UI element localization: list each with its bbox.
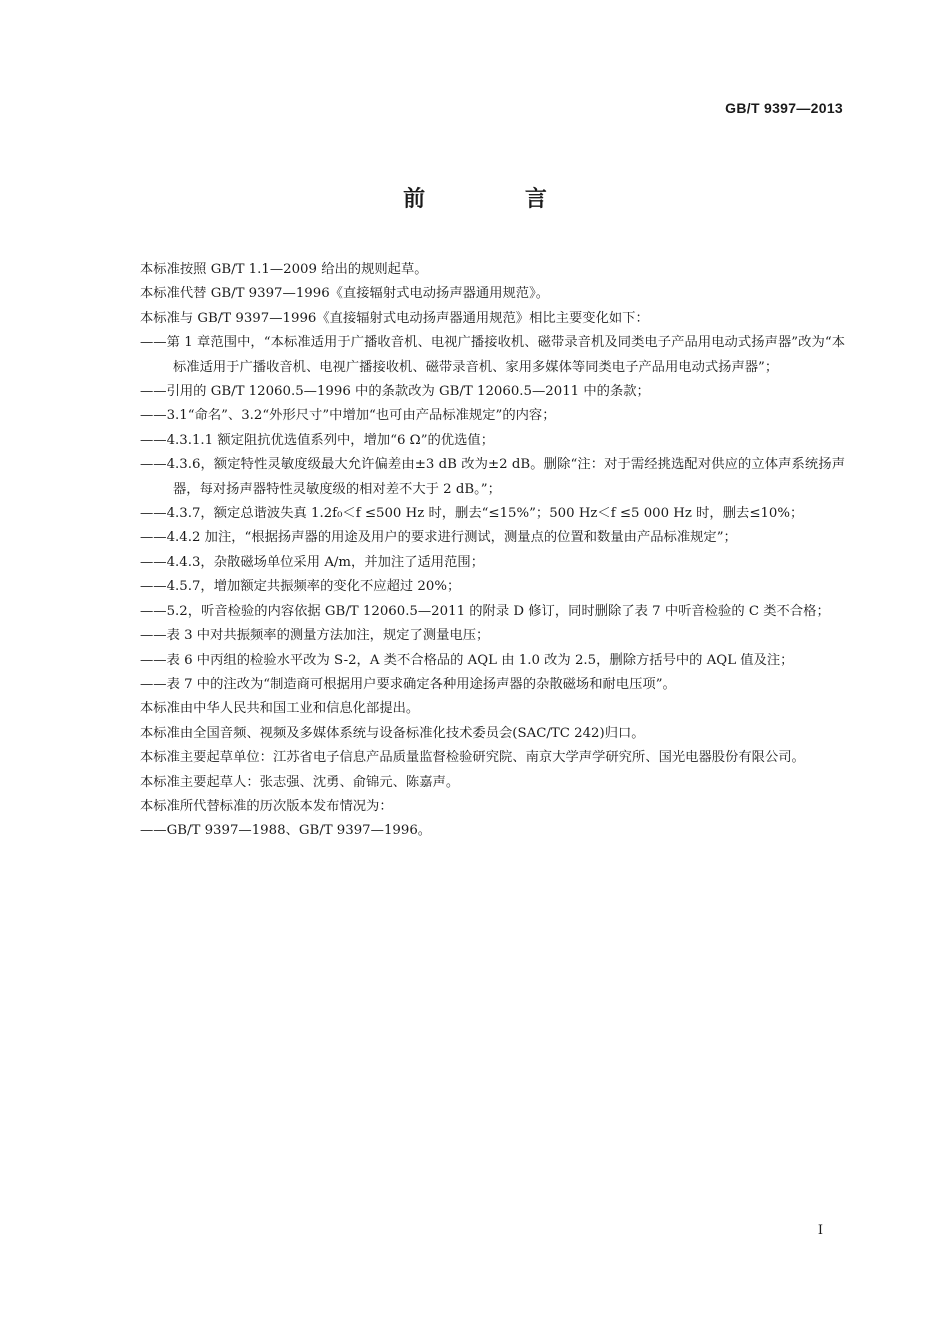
foreword-body bbox=[107, 258, 845, 844]
page-title: 前 言 bbox=[403, 187, 593, 212]
paragraph-proposer: 本标准由中华人民共和国工业和信息化部提出。 bbox=[140, 701, 420, 717]
paragraph-history-intro: 本标准所代替标准的历次版本发布情况为： bbox=[140, 798, 393, 814]
change-item: ——引用的 GB/T 12060.5—1996 中的条款改为 GB/T 12060.5—2011 中的条款； bbox=[140, 384, 650, 400]
standard-code: GB/T 9397—2013 bbox=[725, 100, 843, 116]
change-item: ——4.4.3，杂散磁场单位采用 A/m，并加注了适用范围； bbox=[140, 554, 484, 570]
change-item: ——表 3 中对共振频率的测量方法加注，规定了测量电压； bbox=[140, 628, 490, 644]
page-number: I bbox=[817, 1223, 823, 1238]
change-item: ——表 7 中的注改为“制造商可根据用户要求确定各种用途扬声器的杂散磁场和耐电压项”。 bbox=[140, 676, 676, 692]
change-item: ——5.2，听音检验的内容依据 GB/T 12060.5—2011 的附录 D 修订，同时删除了表 7 中听音检验的 C 类不合格； bbox=[140, 603, 830, 619]
paragraph-replaces: 本标准代替 GB/T 9397—1996《直接辐射式电动扬声器通用规范》。 bbox=[140, 286, 550, 302]
history-item: ——GB/T 9397—1988、GB/T 9397—1996。 bbox=[140, 823, 432, 839]
change-item: ——3.1“命名”、3.2“外形尺寸”中增加“也可由产品标准规定”的内容； bbox=[140, 408, 556, 424]
paragraph-drafting-rules: 本标准按照 GB/T 1.1—2009 给出的规则起草。 bbox=[140, 262, 428, 277]
change-item: ——4.5.7，增加额定共振频率的变化不应超过 20%； bbox=[140, 579, 461, 595]
paragraph-drafters: 本标准主要起草人：张志强、沈勇、俞锦元、陈嘉声。 bbox=[140, 774, 460, 790]
change-item: ——第 1 章范围中，“本标准适用于广播收音机、电视广播接收机、磁带录音机及同类电子产品用电动式扬声器”改为“本标准适用于广播收音机、电视广播接收机、磁带录音机、家用多媒体等同类电子产品用电动式扬声器”； bbox=[140, 335, 845, 375]
paragraph-committee: 本标准由全国音频、视频及多媒体系统与设备标准化技术委员会(SAC/TC 242)归口。 bbox=[140, 725, 645, 741]
paragraph-main-changes: 本标准与 GB/T 9397—1996《直接辐射式电动扬声器通用规范》相比主要变化如下： bbox=[140, 310, 649, 326]
change-item: ——表 6 中丙组的检验水平改为 S-2，A 类不合格品的 AQL 由 1.0 改为 2.5，删除方括号中的 AQL 值及注； bbox=[140, 652, 794, 668]
change-item: ——4.3.6，额定特性灵敏度级最大允许偏差由±3 dB 改为±2 dB。删除“注：对于需经挑选配对供应的立体声系统扬声器，每对扬声器特性灵敏度级的相对差不大于 2 dB。”； bbox=[140, 457, 845, 497]
change-item: ——4.3.7，额定总谐波失真 1.2f₀＜f ≤500 Hz 时，删去“≤15%”；500 Hz＜f ≤5 000 Hz 时，删去≤10%； bbox=[140, 506, 804, 522]
change-item: ——4.4.2 加注，“根据扬声器的用途及用户的要求进行测试，测量点的位置和数量由产品标准规定”； bbox=[140, 530, 737, 546]
paragraph-drafting-units: 本标准主要起草单位：江苏省电子信息产品质量监督检验研究院、南京大学声学研究所、国光电器股份有限公司。 bbox=[140, 750, 805, 766]
change-item: ——4.3.1.1 额定阻抗优选值系列中，增加“6 Ω”的优选值； bbox=[140, 432, 494, 448]
